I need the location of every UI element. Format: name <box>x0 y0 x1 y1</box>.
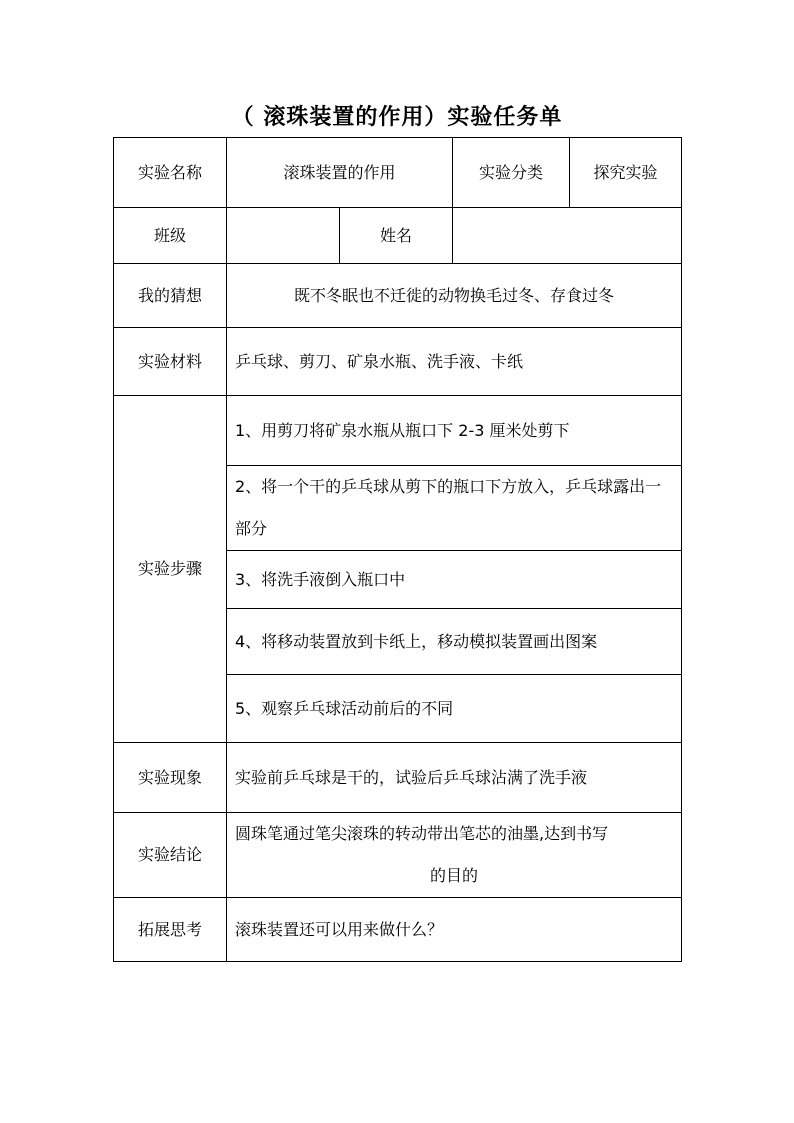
experiment-name-label: 实验名称 <box>114 138 227 208</box>
conclusion-value <box>227 813 682 898</box>
experiment-task-table <box>113 137 682 962</box>
materials-label: 实验材料 <box>114 328 227 396</box>
conclusion-label: 实验结论 <box>114 813 227 898</box>
table-row-conclusion <box>114 813 682 898</box>
table-row-experiment-name <box>114 138 682 208</box>
student-name-field[interactable] <box>453 208 682 264</box>
table-row-step-1 <box>114 396 682 466</box>
guess-label: 我的猜想 <box>114 264 227 328</box>
conclusion-line-2: 的目的 <box>430 866 479 885</box>
experiment-category-value: 探究实验 <box>570 138 682 208</box>
table-row-materials <box>114 328 682 396</box>
materials-value: 乒乓球、剪刀、矿泉水瓶、洗手液、卡纸 <box>227 328 682 396</box>
table-row-phenomenon <box>114 743 682 813</box>
table-row-guess <box>114 264 682 328</box>
step-2: 2、将一个干的乒乓球从剪下的瓶口下方放入，乒乓球露出一部分 <box>227 466 682 551</box>
table-row-extension <box>114 898 682 962</box>
page-title: （ 滚珠装置的作用）实验任务单 <box>231 105 563 130</box>
step-1: 1、用剪刀将矿泉水瓶从瓶口下 2-3 厘米处剪下 <box>227 396 682 466</box>
step-4: 4、将移动装置放到卡纸上，移动模拟装置画出图案 <box>227 609 682 675</box>
phenomenon-value: 实验前乒乓球是干的，试验后乒乓球沾满了洗手液 <box>227 743 682 813</box>
experiment-category-label: 实验分类 <box>453 138 570 208</box>
experiment-name-value: 滚珠装置的作用 <box>227 138 453 208</box>
guess-value: 既不冬眠也不迁徙的动物换毛过冬、存食过冬 <box>227 264 682 328</box>
table-row-class-name <box>114 208 682 264</box>
phenomenon-label: 实验现象 <box>114 743 227 813</box>
steps-label: 实验步骤 <box>114 396 227 743</box>
class-label: 班级 <box>114 208 227 264</box>
extension-value: 滚珠装置还可以用来做什么？ <box>227 898 682 962</box>
step-5: 5、观察乒乓球活动前后的不同 <box>227 675 682 743</box>
step-3: 3、将洗手液倒入瓶口中 <box>227 551 682 609</box>
class-field[interactable] <box>227 208 340 264</box>
conclusion-line-1: 圆珠笔通过笔尖滚珠的转动带出笔芯的油墨,达到书写 <box>235 824 609 843</box>
student-name-label: 姓名 <box>340 208 453 264</box>
extension-label: 拓展思考 <box>114 898 227 962</box>
